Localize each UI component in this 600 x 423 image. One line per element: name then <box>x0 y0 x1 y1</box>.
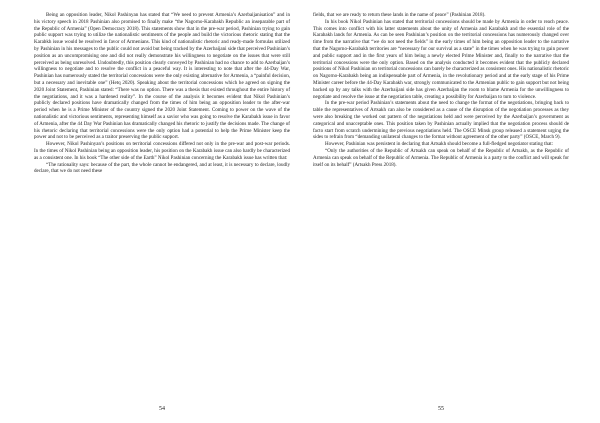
right-page <box>313 12 569 416</box>
left-page <box>34 12 290 416</box>
paragraph: Being an opposition leader, Nikol Pashinyan has stated that “We need to prevent Armenia’s Azerbaijanisation” and in his victory speech in 2018 Pashinian also promised to finally make “the Nagorno-Karabakh Republic an inseparable part of the Republic of Armenia” (Open Democracy 2018). This statements show that in the pre-war period, Pashinian trying to gain public support was trying to utilize the nationalistic sentiments of the people and build the victorious rhetoric stating that the Karabkh issue would be resolved in favor of Armenians. This kind of nationalistic rhetoric and ready-made formulas utilized by Pashinian in his messages to the public could not avoid but being tracked by the Azerbaijani side that perceived Pashinian’s position as an uncompromising one and did not really demonstrate his willingness to negotiate on the issues that were still perceived as being unresolved. Undoubtedly, this position clearly conveyed by Pashinian had no chance to add to Azerbaijan’s willingness to negotiate and to resolve the conflict in a peaceful way. It is interesting to note that after the 44-Day War, Pashinian has numerously stated the territorial concessions were the only existing alternative for Armenia, a “painful decision, but a necessary and inevitable one” (Hetq 2020). Speaking about the territorial concessions which he agreed on signing the 2020 Joint Statement, Pashinian stated: “There was no option. There was a thesis that existed throughout the entire history of the negotiations, and it was a hardened reality”. In the course of the analysis it becomes evident that Nikol Pashinian’s publicly declared positions have dramatically changed from the times of him being an opposition leader to the after-war period when he is a Prime Minister of the country signed the 2020 Joint Statement. Coming to power on the wave of the nationalistic and victorious sentiments, representing himself as a savior who was going to resolve the Karabakh issue in favor of Armenia, after the 44 Day War Pashinian has dramatically changed his rhetoric to justify the decisions made. The change of his rhetoric declaring that territorial concessions were the only option had a potential to help the Prime Minister keep the power and not to be perceived as a traitor preserving the public support. <box>34 12 290 141</box>
paragraph: In the pre-war period Pashinian’s statements about the need to change the format of the negotiations, bringing back to table the representatives of Artsakh can also be considered as a cause of the disruption of the negotiation processes as they were also breaking the worked out pattern of the negotiations held and were perceived by the Azerbaijan’s government as categorical and unacceptable ones. This position taken by Pashinian actually implied that the negotiation process should de facto start from scratch undermining the previous negotiations held. The OSCE Minsk group released a statement urging the sides to refrain from “demanding unilateral changes to the format without agreement of the other party” (OSCE, March 9). <box>313 100 569 141</box>
quote-paragraph: “Only the authorities of the Republic of Artsakh can speak on behalf of the Republic of Artsakh, as the Republic of Armenia can speak on behalf of the Republic of Armenia. The Republic of Armenia is a party to the conflict and will speak for itself on its behalf” (Artsakh Press 2018). <box>313 147 569 168</box>
page-number: 55 <box>438 406 444 412</box>
paragraph: In his book Nikol Pashinian has stated that territorial concessions should be made by Armenia in order to reach peace. This comes into conflict with his latter statements about the unity of Armenia and Karabakh and the essential role of the Karabakh lands for Armenia. As can be seen Pashinian’s position on the territorial concessions has numerously changed over time from the narrative that “we do not need the fields” in the early times of him being an opposition leader to the narrative that the Nagorno-Karabakh territories are “necessary for our survival as a state” in the times when he was trying to gain power and public support and in the first years of him being a newly elected Prime Minister and, finally to the narrative that the territorial concessions were the only option. Based on the analysis conducted it becomes evident that the publicly declared positions of Nikol Pashinian on territorial concessions can barely be characterized as consistent ones. His nationalistic rhetoric on Nagorno-Karabakh being an indispensable part of Armenia, in the revolutionary period and at the early stage of his Prime Minister career before the 44-Day Karabakh war, strongly communicated to the Armenian public to gain support but not being backed up by any talks with the Azerbaijani side has given Azerbaijan the room to blame Armenia for the unwillingness to negotiate and resolve the issue at the negotiation table, creating a possibility for Azerbaijan to turn to violence. <box>313 18 569 100</box>
paragraph: However, Nikol Pashinyan’s positions on territorial concessions differed not only in the pre-war and post-war periods. In the times of Nikol Pashinian being an opposition leader, his position on the Karabakh issue can also hardly be characterized as a consistent one. In his book “The other side of the Earth” Nikol Pashinian concerning the Karabakh issue has written that: <box>34 141 290 161</box>
quote-paragraph: “The rationality says: because of the part, the whole cannot be endangered, and at least, it is necessary to declare, loudly declare, that we do not need these <box>34 161 290 175</box>
page-number: 54 <box>159 406 165 412</box>
paragraph-continuation: fields, that we are ready to return these lands in the name of peace” (Pashinian 2018). <box>313 12 486 18</box>
left-page-text <box>34 12 290 175</box>
right-page-text <box>313 12 569 168</box>
paragraph: However, Pashinian was persistent in declaring that Artsakh should become a full-fledged negotiator stating that: <box>325 141 554 148</box>
